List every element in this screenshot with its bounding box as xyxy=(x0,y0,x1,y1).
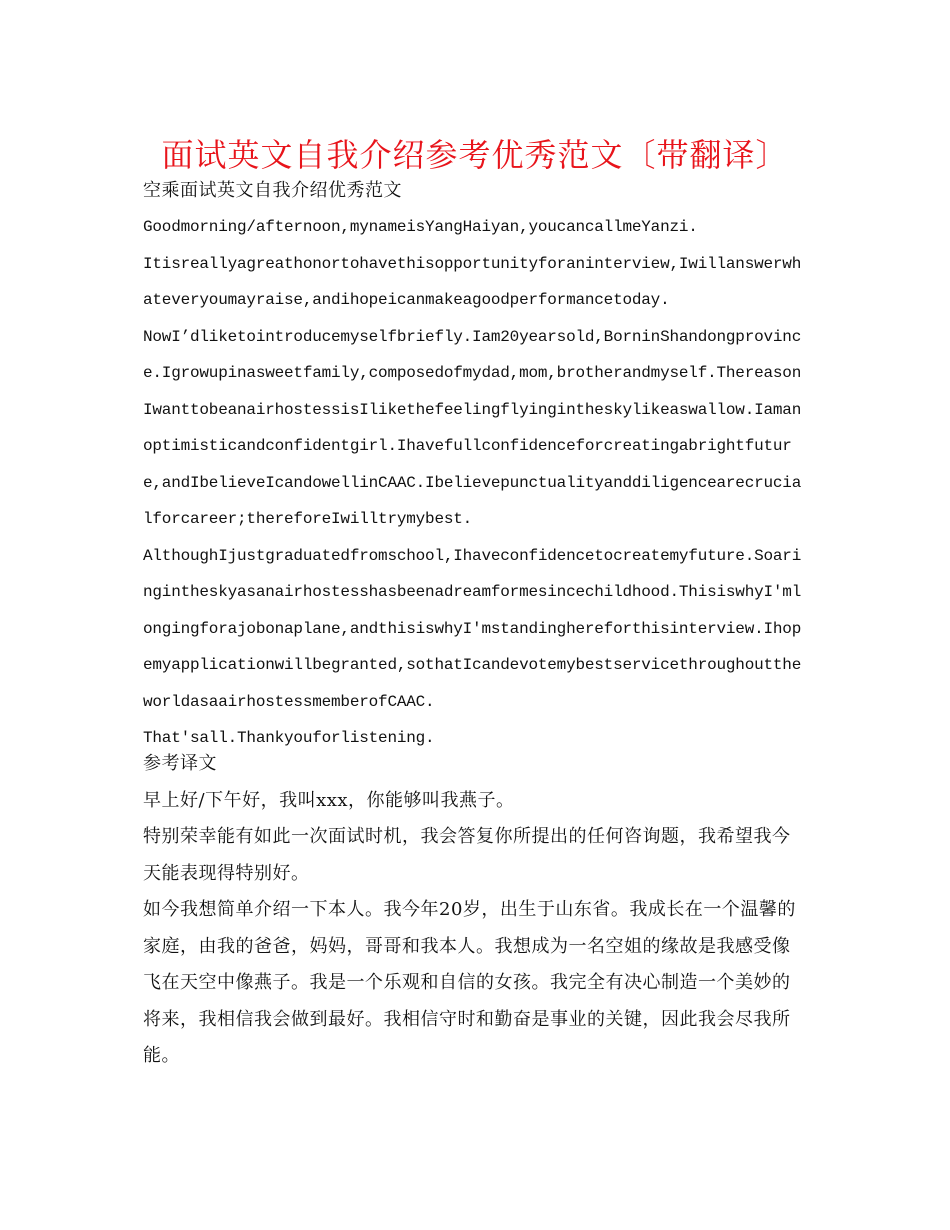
translation-section xyxy=(143,746,807,1075)
english-section xyxy=(143,209,807,757)
subtitle xyxy=(143,173,807,210)
chinese-paragraph-2: 特别荣幸能有如此一次面试时机，我会答复你所提出的任何咨询题，我希望我今天能表现得特别好。 xyxy=(143,826,791,884)
english-paragraph-3: NowI’dliketointroducemyselfbriefly.Iam20yearsold,BorninShandongprovince.Igrowupinasweetfamily,composedofmydad,mom,brotherandmyself.ThereasonIwanttobeanairhostessisIlikethefeelingflyingintheskylikeaswallow.Iamanoptimisticandconfidentgirl.Ihavefullconfidenceforcreatingabrightfuture,andIbelieveIcandowellinCAAC.Ibelievepunctualityanddiligencearecrucialforcareer;thereforeIwilltrymybest. xyxy=(143,327,802,528)
translation-heading: 参考译文 xyxy=(143,753,217,774)
english-paragraph-2: Itisreallyagreathonortohavethisopportunityforaninterview,Iwillanswerwhateveryoumayraise,andihopeicanmakeagoodperformancetoday. xyxy=(143,254,802,309)
chinese-paragraph-1: 早上好/下午好，我叫xxx，你能够叫我燕子。 xyxy=(143,789,515,811)
english-paragraph-5: That'sall.Thankyouforlistening. xyxy=(143,729,435,747)
english-paragraph-1: Goodmorning/afternoon,mynameisYangHaiyan,youcancallmeYanzi. xyxy=(143,218,698,236)
page-title: 面试英文自我介绍参考优秀范文〔带翻译〕 xyxy=(161,136,789,174)
subtitle-text: 空乘面试英文自我介绍优秀范文 xyxy=(143,180,402,201)
english-paragraph-4: AlthoughIjustgraduatedfromschool,Ihaveconfidencetocreatemyfuture.Soaringintheskyasanairhostesshasbeenadreamformesincechildhood.ThisiswhyI'mlongingforajobonaplane,andthisiswhyI'mstandinghereforthisinterview.Ihopemyapplicationwillbegranted,sothatIcandevotemybestservicethroughouttheworldasaairhostessmemberofCAAC. xyxy=(143,546,802,711)
chinese-paragraph-3: 如今我想简单介绍一下本人。我今年20岁，出生于山东省。我成长在一个温馨的家庭，由我的爸爸，妈妈，哥哥和我本人。我想成为一名空姐的缘故是我感受像飞在天空中像燕子。我是一个乐观和自信的女孩。我完全有决心制造一个美妙的将来，我相信我会做到最好。我相信守时和勤奋是事业的关键，因此我会尽我所能。 xyxy=(143,899,796,1066)
